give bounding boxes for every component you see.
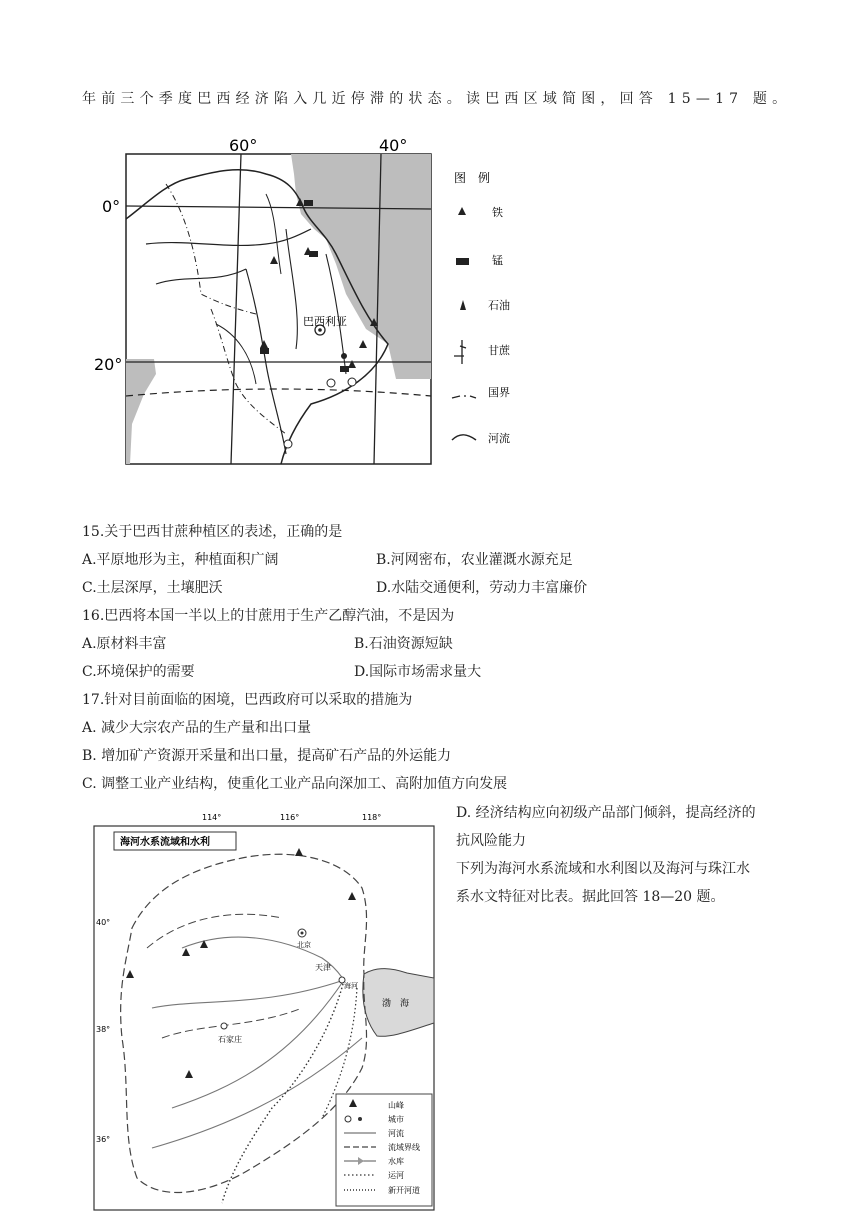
svg-text:铁: 铁 xyxy=(492,206,503,219)
svg-text:40°: 40° xyxy=(96,918,111,927)
svg-text:北京: 北京 xyxy=(297,941,311,949)
q15-option-d: D.水陆交通便利，劳动力丰富廉价 xyxy=(376,580,588,596)
q15-option-b: B.河网密布，农业灌溉水源充足 xyxy=(376,552,573,568)
svg-text:海河: 海河 xyxy=(344,982,358,990)
svg-text:116°: 116° xyxy=(280,813,300,822)
q17-option-b: B. 增加矿产资源开采量和出口量，提高矿石产品的外运能力 xyxy=(82,748,452,764)
lon-60-label: 60° xyxy=(229,136,258,155)
next-intro-line2: 系水文特征对比表。据此回答 18—20 题。 xyxy=(456,889,725,905)
svg-text:锰: 锰 xyxy=(492,254,503,267)
svg-text:石家庄: 石家庄 xyxy=(218,1035,242,1044)
svg-text:石油: 石油 xyxy=(488,299,510,312)
svg-text:河流: 河流 xyxy=(388,1129,404,1138)
svg-text:河流: 河流 xyxy=(488,432,510,445)
sea-label: 渤 海 xyxy=(382,999,410,1009)
haihe-map xyxy=(92,808,442,1212)
svg-text:38°: 38° xyxy=(96,1025,111,1034)
q17-option-d-line2: 抗风险能力 xyxy=(456,833,526,849)
svg-text:国界: 国界 xyxy=(488,386,510,399)
svg-text:山峰: 山峰 xyxy=(388,1101,404,1110)
q15-stem: 15.关于巴西甘蔗种植区的表述，正确的是 xyxy=(82,524,343,540)
q17-stem: 17.针对目前面临的困境，巴西政府可以采取的措施为 xyxy=(82,692,413,708)
svg-text:城市: 城市 xyxy=(388,1115,404,1124)
map2-title: 海河水系流域和水利 xyxy=(120,837,210,848)
brasilia-label: 巴西利亚 xyxy=(303,315,347,328)
q17-option-c: C. 调整工业产业结构，使重化工业产品向深加工、高附加值方向发展 xyxy=(82,776,508,792)
q17-option-a: A. 减少大宗农产品的生产量和出口量 xyxy=(82,720,312,736)
svg-text:36°: 36° xyxy=(96,1135,111,1144)
svg-text:运河: 运河 xyxy=(388,1171,404,1180)
svg-text:118°: 118° xyxy=(362,813,382,822)
svg-text:甘蔗: 甘蔗 xyxy=(488,344,510,357)
legend-title: 图 例 xyxy=(454,171,491,185)
svg-text:水库: 水库 xyxy=(388,1157,404,1166)
next-intro-line1: 下列为海河水系流域和水利图以及海河与珠江水 xyxy=(456,861,750,877)
q16-option-b: B.石油资源短缺 xyxy=(354,636,453,652)
q15-option-c: C.土层深厚，土壤肥沃 xyxy=(82,580,223,596)
q16-stem: 16.巴西将本国一半以上的甘蔗用于生产乙醇汽油，不是因为 xyxy=(82,608,455,624)
q16-option-c: C.环境保护的需要 xyxy=(82,664,195,680)
q16-option-d: D.国际市场需求量大 xyxy=(354,664,482,680)
svg-text:114°: 114° xyxy=(202,813,222,822)
svg-text:流域界线: 流域界线 xyxy=(388,1143,420,1152)
svg-text:天津: 天津 xyxy=(315,963,331,972)
brazil-map xyxy=(94,134,526,474)
lat-20-label: 20° xyxy=(94,355,123,374)
lat-0-label: 0° xyxy=(102,197,121,216)
svg-text:新开河道: 新开河道 xyxy=(388,1186,420,1195)
lon-40-label: 40° xyxy=(379,136,408,155)
q17-option-d-line1: D. 经济结构应向初级产品部门倾斜，提高经济的 xyxy=(456,805,756,821)
q15-option-a: A.平原地形为主，种植面积广阔 xyxy=(82,552,279,568)
intro-line: 年前三个季度巴西经济陷入几近停滞的状态。读巴西区域简图，回答 15—17 题。 xyxy=(82,91,792,107)
q16-option-a: A.原材料丰富 xyxy=(82,636,167,652)
